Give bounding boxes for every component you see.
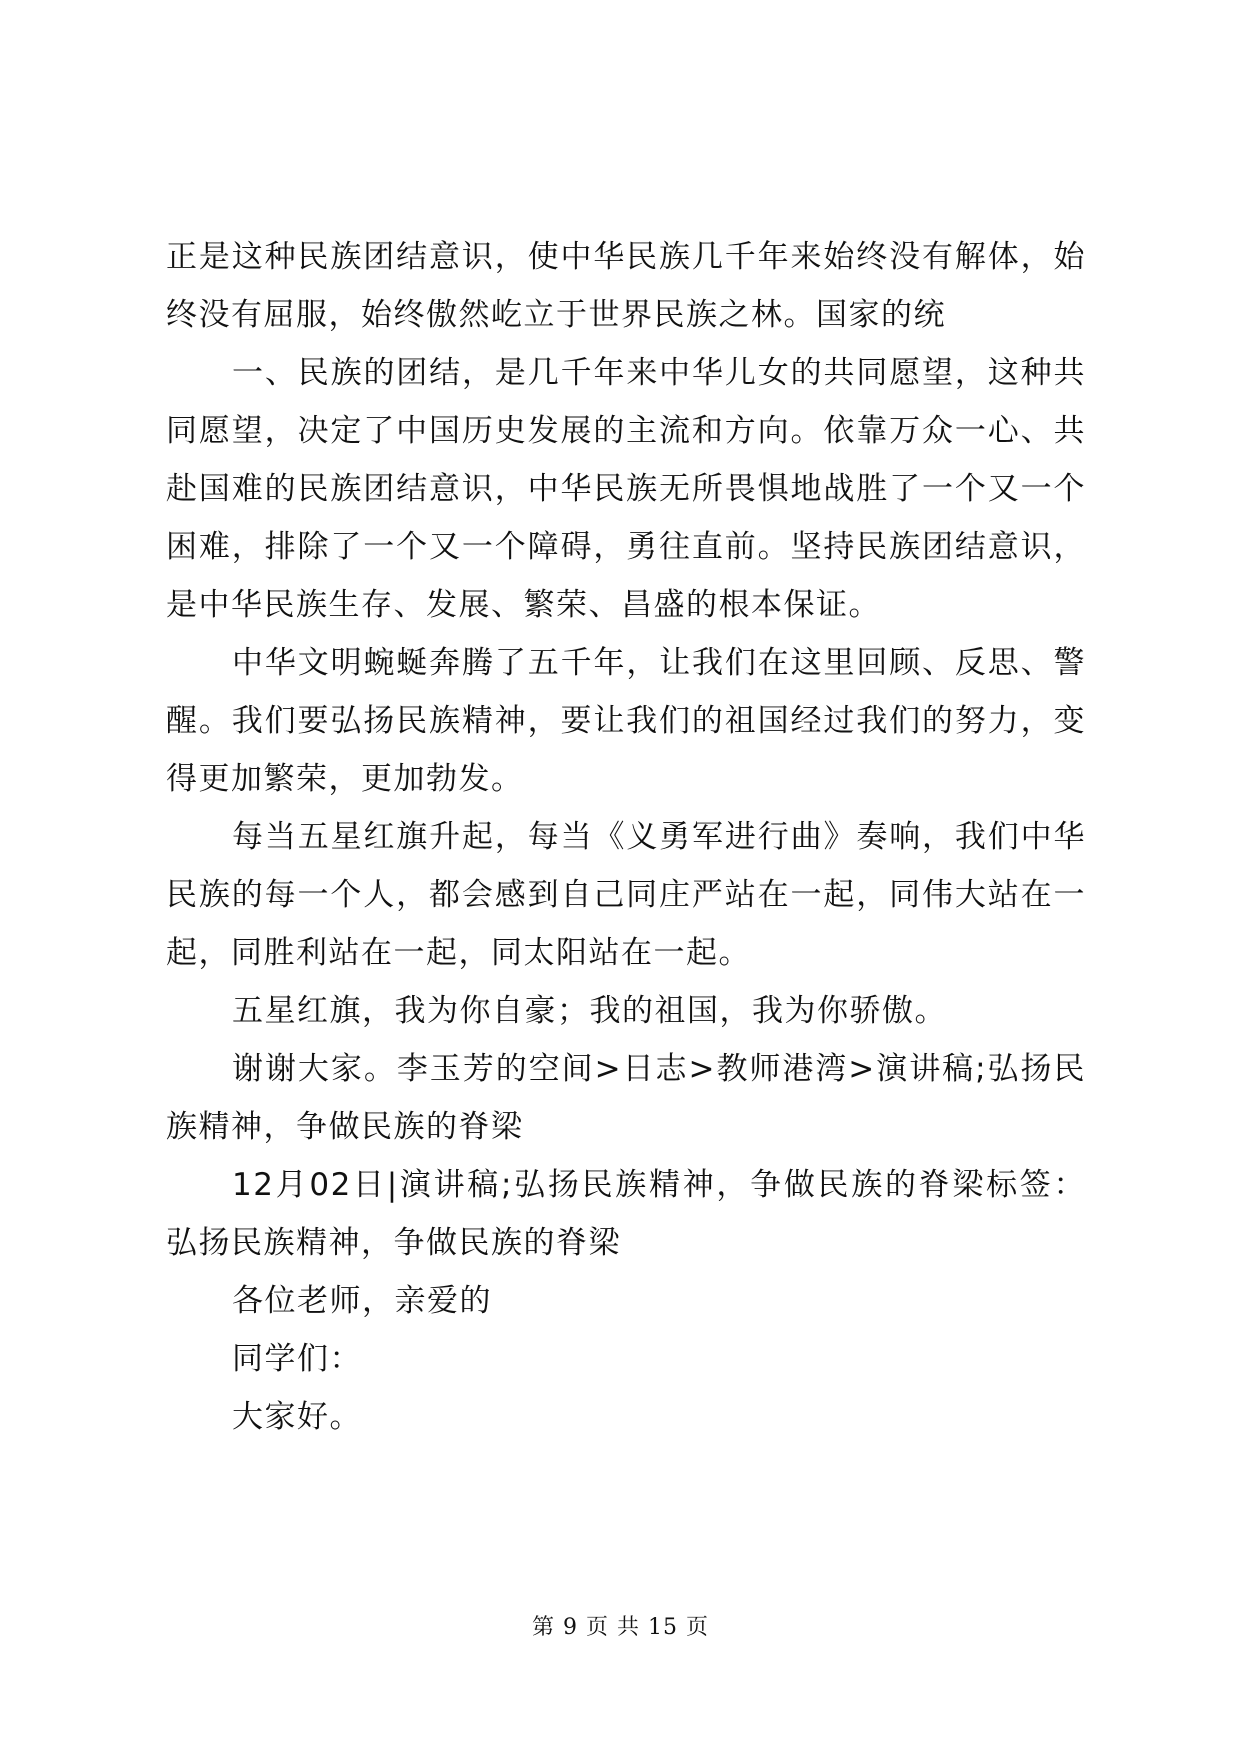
paragraph-3: 中华文明蜿蜒奔腾了五千年，让我们在这里回顾、反思、警醒。我们要弘扬民族精神，要让我们的祖国经过我们的努力，变得更加繁荣，更加勃发。 xyxy=(166,645,1086,797)
paragraph-4: 每当五星红旗升起，每当《义勇军进行曲》奏响，我们中华民族的每一个人，都会感到自己同庄严站在一起，同伟大站在一起，同胜利站在一起，同太阳站在一起。 xyxy=(166,819,1086,971)
paragraph-10: 大家好。 xyxy=(232,1399,362,1435)
paragraph-5: 五星红旗，我为你自豪；我的祖国，我为你骄傲。 xyxy=(232,993,947,1029)
paragraph-8: 各位老师，亲爱的 xyxy=(232,1283,492,1319)
paragraph-1: 正是这种民族团结意识，使中华民族几千年来始终没有解体，始终没有屈服，始终傲然屹立于世界民族之林。国家的统 xyxy=(166,239,1086,333)
page-number-footer: 第 9 页 共 15 页 xyxy=(532,1615,709,1640)
paragraph-9: 同学们： xyxy=(232,1341,362,1377)
paragraph-2: 一、民族的团结，是几千年来中华儿女的共同愿望，这种共同愿望，决定了中国历史发展的主流和方向。依靠万众一心、共赴国难的民族团结意识，中华民族无所畏惧地战胜了一个又一个困难，排除了一个又一个障碍，勇往直前。坚持民族团结意识，是中华民族生存、发展、繁荣、昌盛的根本保证。 xyxy=(166,355,1086,623)
document-body xyxy=(166,228,1086,1446)
paragraph-7: 12月02日|演讲稿;弘扬民族精神，争做民族的脊梁标签：弘扬民族精神，争做民族的脊梁 xyxy=(166,1167,1086,1261)
paragraph-6: 谢谢大家。李玉芳的空间>日志>教师港湾>演讲稿;弘扬民族精神，争做民族的脊梁 xyxy=(166,1051,1086,1145)
